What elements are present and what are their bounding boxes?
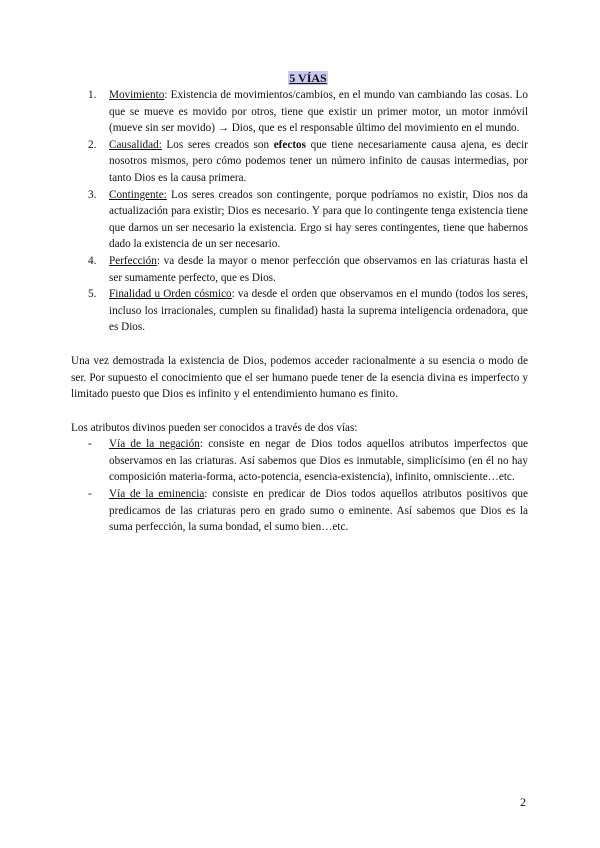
via-item <box>88 253 528 286</box>
paragraph-esencia: Una vez demostrada la existencia de Dios, podemos acceder racionalmente a su esencia o modo de ser. Por supuesto el conocimiento que el ser humano puede tener de la esencia divina es imperfecto y limitado puesto que Dios es infinito y el entendimiento humano es finito. <box>71 354 528 401</box>
via-number: 3. <box>88 188 97 201</box>
via-name: Movimiento <box>109 89 165 101</box>
paragraph-atributos: Los atributos divinos pueden ser conocidos a través de dos vías: <box>71 421 358 434</box>
atributo-separator: : <box>204 488 208 501</box>
atributos-list <box>88 436 528 536</box>
vias-list <box>88 87 528 336</box>
via-text: va desde el orden que observamos en el mundo (todos los seres, incluso los irracionales, cumplen su finalidad) hasta la suprema inteligencia ordenadora, que es Dios. <box>109 288 528 334</box>
atributo-item <box>88 486 528 536</box>
via-text: que tiene necesariamente causa ajena, es decir nosotros mismos, pero cómo podemos tener un número infinito de causas intermedias, por tanto Dios es la causa primera. <box>109 138 528 184</box>
via-item <box>88 187 528 253</box>
via-text: Existencia de movimientos/cambios, en el mundo van cambiando las cosas. Lo que se mueve es movido por otros, tiene que existir un primer motor, un motor inmóvil (mueve sin ser movido) → Dios, que es el responsable último del movimiento en el mundo. <box>109 89 528 135</box>
atributo-name: Vía de la eminencia <box>109 488 205 501</box>
page-content <box>71 70 529 536</box>
via-name: Contingente: <box>109 188 167 201</box>
via-item <box>88 286 528 336</box>
via-item <box>88 137 528 187</box>
via-number: 4. <box>88 254 97 267</box>
via-name: Perfección <box>109 254 157 267</box>
via-number: 5. <box>88 288 97 301</box>
atributo-text: consiste en negar de Dios todos aquellos atributos imperfectos que observamos en las criaturas. Así sabemos que Dios es inmutable, simplicísimo (en él no hay composición materia-forma, acto-potencia, esencia-existencia), infinito, omnisciente…etc. <box>109 438 529 484</box>
atributo-item <box>88 436 529 486</box>
via-text: Los seres creados son contingente, porque podríamos no existir, Dios nos da actualización para existir; Dios es necesario. Y para que lo contingente tenga existencia tiene que darnos un ser necesario la existencia. Ergo si hay seres contingentes, tiene que habernos dado la existencia de un ser necesario. <box>109 188 528 251</box>
via-item <box>88 87 528 137</box>
via-separator: : <box>156 254 160 267</box>
via-bold-term: efectos <box>273 138 306 151</box>
atributo-text: consiste en predicar de Dios todos aquellos atributos positivos que predicamos de las criaturas pero en grado sumo o eminente. Así sabemos que Dios es la suma perfección, la suma bondad, el sumo bien…etc. <box>109 488 528 534</box>
list-dash: - <box>88 488 92 501</box>
via-separator: : <box>231 288 235 301</box>
page-number: 2 <box>520 795 526 809</box>
list-dash: - <box>88 438 92 451</box>
via-separator: : <box>164 89 168 101</box>
page-title: 5 VÍAS <box>289 71 327 85</box>
via-number: 2. <box>88 138 97 151</box>
via-text-pre: Los seres creados son <box>161 138 274 151</box>
atributo-name: Vía de la negación <box>109 438 200 451</box>
via-name: Causalidad: <box>109 138 162 151</box>
atributo-separator: : <box>199 438 203 451</box>
via-name: Finalidad u Orden cósmico <box>109 288 232 301</box>
via-text: va desde la mayor o menor perfección que observamos en las criaturas hasta el ser sumamente perfecto, que es Dios. <box>109 254 528 284</box>
via-number: 1. <box>88 89 97 101</box>
